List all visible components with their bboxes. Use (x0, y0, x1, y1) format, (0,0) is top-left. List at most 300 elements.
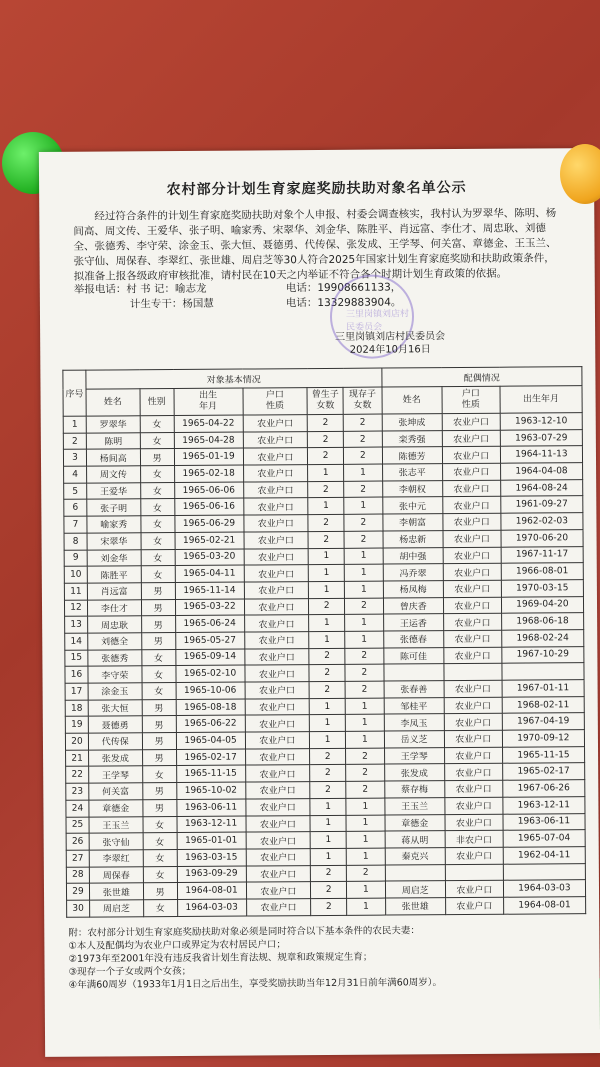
group-right-header: 配偶情况 (381, 367, 582, 387)
table-cell: 2 (310, 765, 346, 782)
table-cell: 2 (344, 447, 382, 464)
table-cell: 农业户口 (443, 613, 501, 630)
table-cell: 1963-03-15 (177, 849, 246, 866)
table-cell: 13 (65, 616, 88, 633)
table-cell: 1965-05-27 (175, 632, 244, 649)
table-cell (445, 864, 503, 881)
table-row (67, 897, 586, 917)
column-header: 户口 性质 (442, 386, 500, 413)
notes-block (68, 923, 578, 992)
table-cell: 女 (141, 566, 175, 583)
table-cell: 1965-10-02 (176, 782, 245, 799)
table-cell: 蔡存梅 (384, 781, 444, 798)
table-cell: 1965-04-11 (175, 565, 244, 582)
table-cell: 农业户口 (443, 563, 501, 580)
table-cell: 农业户口 (243, 431, 308, 448)
table-cell: 男 (142, 699, 176, 716)
table-cell: 1970-03-15 (501, 580, 583, 597)
table-cell: 1 (346, 831, 384, 848)
note-line: ③现存一个子女或两个女孩； (68, 965, 192, 978)
table-cell: 陈可佳 (383, 647, 443, 664)
table-cell (383, 664, 443, 681)
table-cell: 农业户口 (246, 865, 311, 882)
table-cell: 农业户口 (244, 565, 309, 582)
table-cell: 1 (308, 565, 344, 582)
table-cell: 1968-02-24 (502, 630, 584, 647)
table-cell: 2 (343, 414, 381, 431)
note-line: ①本人及配偶均为农业户口或界定为农村居民户口； (68, 939, 286, 952)
table-cell: 非农户口 (445, 830, 503, 847)
table-cell: 1965-07-04 (503, 830, 585, 847)
table-cell: 18 (65, 700, 88, 717)
table-cell: 1 (344, 497, 382, 514)
table-cell: 1962-02-03 (501, 513, 583, 530)
table-cell: 女 (143, 816, 177, 833)
table-cell: 2 (344, 431, 382, 448)
table-cell: 1965-02-10 (176, 665, 245, 682)
table-cell: 女 (141, 549, 175, 566)
table-cell: 1965-08-18 (176, 699, 245, 716)
table-cell: 男 (142, 716, 176, 733)
table-cell: 女 (143, 899, 177, 916)
note-line: ②1973年至2001年没有违反我省计划生育法规、规章和政策规定生育； (68, 951, 373, 965)
table-cell: 女 (142, 666, 176, 683)
column-header: 姓名 (382, 387, 442, 414)
table-cell: 农业户口 (244, 665, 309, 682)
table-cell: 9 (64, 550, 87, 567)
table-cell: 1964-08-01 (503, 897, 585, 914)
table-cell: 1 (310, 832, 346, 849)
table-cell: 12 (64, 600, 87, 617)
table-cell: 代传保 (88, 733, 142, 750)
table-cell: 2 (347, 865, 385, 882)
table-cell: 农业户口 (442, 480, 500, 497)
table-cell: 1964-04-08 (500, 463, 582, 480)
table-cell: 农业户口 (442, 447, 500, 464)
table-cell: 女 (143, 866, 177, 883)
contact-line2-a: 计生专干：杨国慧 (129, 297, 214, 311)
table-cell: 1965-03-20 (175, 549, 244, 566)
table-cell: 农业户口 (444, 680, 502, 697)
table-cell: 1965-09-14 (175, 649, 244, 666)
table-cell: 张子明 (87, 499, 141, 516)
table-cell: 农业户口 (445, 897, 503, 914)
table-cell: 1965-02-21 (175, 532, 244, 549)
table-cell: 1967-06-26 (503, 780, 585, 797)
column-header: 户口 性质 (243, 388, 308, 415)
table-cell: 王运香 (383, 614, 443, 631)
table-cell: 2 (308, 531, 344, 548)
table-cell: 1 (346, 798, 384, 815)
table-cell: 李朝权 (382, 480, 442, 497)
table-cell: 张发成 (384, 764, 444, 781)
table-cell: 张坤成 (382, 414, 442, 431)
table-cell (502, 663, 584, 680)
table-cell: 农业户口 (442, 430, 500, 447)
table-cell: 章德金 (89, 800, 143, 817)
table-cell: 1968-06-18 (501, 613, 583, 630)
table-cell: 农业户口 (243, 515, 308, 532)
table-cell: 女 (143, 833, 177, 850)
table-cell: 17 (65, 683, 88, 700)
table-cell: 农业户口 (445, 880, 503, 897)
table-cell: 农业户口 (245, 732, 310, 749)
table-cell: 宋翠华 (87, 533, 141, 550)
table-cell: 1964-03-03 (503, 880, 585, 897)
table-cell: 1 (309, 715, 345, 732)
table-cell: 1966-08-01 (501, 563, 583, 580)
table-cell: 1964-08-24 (500, 479, 582, 496)
table-cell: 农业户口 (245, 798, 310, 815)
table-cell: 农业户口 (444, 647, 502, 664)
table-cell: 农业户口 (443, 547, 501, 564)
table-cell: 农业户口 (244, 548, 309, 565)
table-cell: 农业户口 (246, 848, 311, 865)
table-cell: 3 (63, 449, 86, 466)
table-cell: 29 (66, 883, 89, 900)
table-cell: 1 (308, 548, 344, 565)
table-cell: 1 (308, 498, 344, 515)
table-cell: 1965-06-29 (174, 515, 243, 532)
table-cell: 1967-10-29 (502, 646, 584, 663)
table-cell: 19 (65, 716, 88, 733)
table-cell (444, 664, 502, 681)
table-cell: 栾秀强 (382, 430, 442, 447)
table-cell: 农业户口 (243, 448, 308, 465)
note-line: 附：农村部分计划生育家庭奖励扶助对象必须是同时符合以下基本条件的农民夫妻： (68, 925, 420, 939)
table-cell: 周文传 (87, 466, 141, 483)
table-cell: 邹桂平 (384, 697, 444, 714)
table-cell: 男 (143, 883, 177, 900)
table-cell: 1970-06-20 (501, 529, 583, 546)
table-cell: 1963-06-11 (176, 799, 245, 816)
table-cell: 2 (311, 898, 347, 915)
table-cell: 李翠红 (89, 850, 143, 867)
contact-line2-b: 电话：13329883904。 (285, 296, 402, 310)
table-cell: 农业户口 (444, 730, 502, 747)
table-cell: 1965-04-28 (174, 432, 243, 449)
table-cell: 女 (143, 849, 177, 866)
table-cell: 2 (344, 481, 382, 498)
table-cell: 1967-11-17 (501, 546, 583, 563)
issuer-block (310, 330, 470, 357)
table-cell: 冯乔翠 (383, 564, 443, 581)
table-cell: 农业户口 (443, 630, 501, 647)
table-cell: 秦克兴 (385, 848, 445, 865)
table-cell: 罗翠华 (86, 416, 140, 433)
contact-line1-a: 举报电话：村 书 记：喻志龙 (73, 282, 207, 296)
note-line: ④年满60周岁（1933年1月1日之后出生，享受奖励扶助当年12月31日前年满60周岁）。 (68, 977, 443, 991)
table-cell: 1965-01-19 (174, 448, 243, 465)
table-cell: 女 (142, 683, 176, 700)
table-cell: 15 (65, 650, 88, 667)
table-cell: 农业户口 (442, 413, 500, 430)
table-cell: 1 (344, 548, 382, 565)
table-cell: 农业户口 (246, 899, 311, 916)
table-cell: 1 (346, 731, 384, 748)
notice-paper (39, 148, 600, 1057)
intro-text: 经过符合条件的计划生育家庭奖励扶助对象个人申报、村委会调查核实，我村认为罗翠华、陈明、杨间高、周文传、王爱华、张子明、喻家秀、宋翠华、刘金华、陈胜平、肖远富、李仕才、周忠耿、刘德全、张德秀、李守荣、涂金玉、张大恒、聂德勇、代传保、张发成、王学琴、何关富、章德金、王玉兰、张守仙、周保春、李翠红、张世雄、周启芝等30人符合2025年国家计划生育家庭奖励和扶助政策条件，拟准备上报各级政府审核批准，请村民在10天之内举证不符合各个时期计划生育政策的依据。 (73, 207, 557, 283)
table-cell: 1965-06-06 (174, 482, 243, 499)
table-cell: 1961-09-27 (501, 496, 583, 513)
table-cell: 章德金 (385, 814, 445, 831)
table-cell: 刘金华 (87, 549, 141, 566)
table-cell: 农业户口 (245, 782, 310, 799)
table-cell: 2 (346, 781, 384, 798)
table-cell: 农业户口 (245, 765, 310, 782)
table-cell: 男 (142, 749, 176, 766)
table-cell: 1 (347, 881, 385, 898)
table-cell: 1 (310, 815, 346, 832)
table-cell: 男 (142, 799, 176, 816)
table-cell: 1 (346, 815, 384, 832)
table-cell: 农业户口 (443, 497, 501, 514)
table-cell: 2 (308, 448, 344, 465)
table-cell: 2 (63, 433, 86, 450)
table-cell: 王学琴 (89, 766, 143, 783)
table-cell: 1 (309, 615, 345, 632)
column-header: 出生 年月 (174, 388, 243, 415)
table-cell: 2 (346, 748, 384, 765)
table-cell: 农业户口 (243, 415, 308, 432)
table-cell: 2 (345, 598, 383, 615)
table-cell: 1 (345, 581, 383, 598)
table-cell: 男 (141, 616, 175, 633)
recipients-table (62, 366, 586, 917)
table-cell: 1 (309, 631, 345, 648)
table-cell: 农业户口 (244, 531, 309, 548)
table-cell: 张世雄 (385, 898, 445, 915)
table-cell: 1965-06-24 (175, 615, 244, 632)
table-cell: 农业户口 (443, 580, 501, 597)
table-cell: 1 (63, 416, 86, 433)
table-cell: 女 (142, 766, 176, 783)
table-cell: 1 (344, 564, 382, 581)
table-cell: 农业户口 (442, 463, 500, 480)
table-cell: 1 (310, 798, 346, 815)
table-cell: 李守荣 (88, 666, 142, 683)
table-cell: 2 (345, 664, 383, 681)
table-cell: 2 (310, 865, 346, 882)
table-cell: 王玉兰 (384, 797, 444, 814)
table-cell: 王玉兰 (89, 816, 143, 833)
table-cell: 2 (309, 648, 345, 665)
table-cell: 21 (66, 750, 89, 767)
table-cell: 女 (141, 532, 175, 549)
table-cell: 农业户口 (246, 832, 311, 849)
table-cell: 张德春 (383, 631, 443, 648)
table-cell: 农业户口 (243, 498, 308, 515)
issuer-name: 三里岗镇刘店村民委员会 (335, 331, 446, 343)
table-cell: 李仕才 (87, 599, 141, 616)
table-cell: 1965-04-22 (174, 415, 243, 432)
table-cell: 2 (309, 598, 345, 615)
table-cell: 张德秀 (88, 649, 142, 666)
table-cell: 1965-11-14 (175, 582, 244, 599)
table-cell: 农业户口 (246, 882, 311, 899)
table-cell: 周忠耿 (88, 616, 142, 633)
table-cell: 27 (66, 850, 89, 867)
table-cell: 1965-01-01 (177, 832, 246, 849)
contact-line1-b: 电话：19908661133， (285, 281, 402, 295)
table-cell: 28 (66, 867, 89, 884)
table-cell: 何关富 (89, 783, 143, 800)
table-cell: 农业户口 (445, 814, 503, 831)
table-cell: 农业户口 (443, 513, 501, 530)
column-header: 姓名 (86, 389, 140, 416)
table-cell: 周启芝 (90, 900, 144, 917)
table-cell: 1 (310, 731, 346, 748)
table-cell: 1964-08-01 (177, 882, 246, 899)
table-cell: 1 (344, 464, 382, 481)
table-cell: 农业户口 (445, 847, 503, 864)
table-cell: 26 (66, 833, 89, 850)
table-cell: 女 (141, 516, 175, 533)
table-cell: 蒋从明 (385, 831, 445, 848)
table-cell: 农业户口 (245, 748, 310, 765)
column-header: 曾生子 女数 (307, 387, 343, 414)
stamp-text: 三里岗镇刘店村民委员会 (345, 309, 410, 333)
table-cell: 1 (347, 898, 385, 915)
table-cell: 女 (140, 499, 174, 516)
table-cell: 男 (142, 733, 176, 750)
table-cell: 胡中强 (383, 547, 443, 564)
table-cell: 2 (344, 531, 382, 548)
table-cell: 23 (66, 783, 89, 800)
table-cell: 岳义芝 (384, 731, 444, 748)
table-cell: 女 (140, 482, 174, 499)
table-cell: 周启芝 (385, 881, 445, 898)
table-cell: 1963-06-11 (503, 813, 585, 830)
table-cell: 农业户口 (444, 714, 502, 731)
notice-intro (73, 206, 564, 284)
table-cell: 1968-02-11 (502, 696, 584, 713)
table-cell: 农业户口 (243, 481, 308, 498)
table-cell: 1963-12-11 (177, 816, 246, 833)
table-cell: 农业户口 (245, 715, 310, 732)
table-cell: 王学琴 (384, 747, 444, 764)
table-cell: 1969-04-20 (501, 596, 583, 613)
table-cell: 农业户口 (444, 764, 502, 781)
table-cell: 农业户口 (245, 682, 310, 699)
table-cell: 1 (345, 631, 383, 648)
table-cell: 农业户口 (244, 632, 309, 649)
table-cell: 陈胜平 (87, 566, 141, 583)
table-cell: 1965-03-22 (175, 599, 244, 616)
table-cell: 农业户口 (243, 465, 308, 482)
table-cell: 1963-12-11 (503, 796, 585, 813)
table-cell: 农业户口 (246, 815, 311, 832)
table-cell: 2 (311, 882, 347, 899)
table-cell: 25 (66, 817, 89, 834)
table-cell: 聂德勇 (88, 716, 142, 733)
table-cell: 11 (64, 583, 87, 600)
col-seq: 序号 (63, 370, 86, 416)
table-cell: 24 (66, 800, 89, 817)
table-cell: 2 (307, 414, 343, 431)
table-cell: 女 (140, 416, 174, 433)
table-cell: 1964-11-13 (500, 446, 582, 463)
table-cell: 男 (141, 599, 175, 616)
table-cell: 女 (140, 466, 174, 483)
table-cell: 2 (308, 481, 344, 498)
contact-block (74, 279, 564, 312)
table-cell: 1965-06-22 (176, 715, 245, 732)
table-cell: 陈明 (86, 432, 140, 449)
table-cell: 1970-09-12 (502, 730, 584, 747)
table-cell: 农业户口 (443, 597, 501, 614)
table-cell: 1963-12-10 (500, 413, 582, 430)
table-cell: 2 (309, 665, 345, 682)
table-cell: 刘德全 (88, 633, 142, 650)
table-cell: 农业户口 (244, 648, 309, 665)
table-cell: 1 (345, 698, 383, 715)
table-cell: 农业户口 (443, 530, 501, 547)
table-cell (385, 864, 445, 881)
table-cell: 男 (140, 449, 174, 466)
table-cell: 农业户口 (444, 697, 502, 714)
table-cell: 6 (64, 500, 87, 517)
column-header: 出生年月 (500, 386, 582, 414)
table-cell: 2 (310, 748, 346, 765)
table-cell: 10 (64, 566, 87, 583)
table-cell: 2 (310, 781, 346, 798)
table-cell: 李凤玉 (384, 714, 444, 731)
table-cell: 7 (64, 516, 87, 533)
table-cell: 张中元 (382, 497, 442, 514)
table-cell: 1 (308, 464, 344, 481)
table-cell: 1965-06-16 (174, 498, 243, 515)
table-cell: 1965-04-05 (176, 732, 245, 749)
table-cell: 1965-11-15 (176, 765, 245, 782)
table-cell: 张春善 (384, 681, 444, 698)
table-cell: 1963-09-29 (177, 866, 246, 883)
table-cell: 张守仙 (89, 833, 143, 850)
table-cell: 男 (141, 632, 175, 649)
group-left-header: 对象基本情况 (86, 368, 382, 389)
table-cell: 李朝富 (382, 514, 442, 531)
table-cell: 2 (307, 431, 343, 448)
table-cell: 农业户口 (445, 780, 503, 797)
table-cell: 农业户口 (445, 797, 503, 814)
table-cell: 曾庆香 (383, 597, 443, 614)
table-cell: 陈德芳 (382, 447, 442, 464)
table-cell: 张发成 (89, 749, 143, 766)
table-cell: 杨凤梅 (383, 581, 443, 598)
table-cell: 喻家秀 (87, 516, 141, 533)
table-cell (503, 863, 585, 880)
table-cell: 1967-01-11 (502, 680, 584, 697)
table-cell: 8 (64, 533, 87, 550)
table-cell: 1963-07-29 (500, 429, 582, 446)
table-cell: 2 (345, 681, 383, 698)
table-cell: 王爱华 (87, 482, 141, 499)
table-cell: 4 (64, 466, 87, 483)
table-cell: 张世雄 (89, 883, 143, 900)
issuer-date: 2024年10月16日 (349, 344, 431, 356)
table-cell: 1 (346, 848, 384, 865)
table-cell: 1 (308, 581, 344, 598)
table-cell: 农业户口 (444, 747, 502, 764)
table-cell: 1964-03-03 (177, 899, 246, 916)
table-cell: 2 (344, 514, 382, 531)
table-cell: 14 (65, 633, 88, 650)
table-cell: 1965-02-17 (502, 763, 584, 780)
column-header: 现存子 女数 (343, 387, 382, 414)
table-cell: 杨间高 (86, 449, 140, 466)
table-cell: 1 (346, 714, 384, 731)
table-cell: 农业户口 (244, 581, 309, 598)
